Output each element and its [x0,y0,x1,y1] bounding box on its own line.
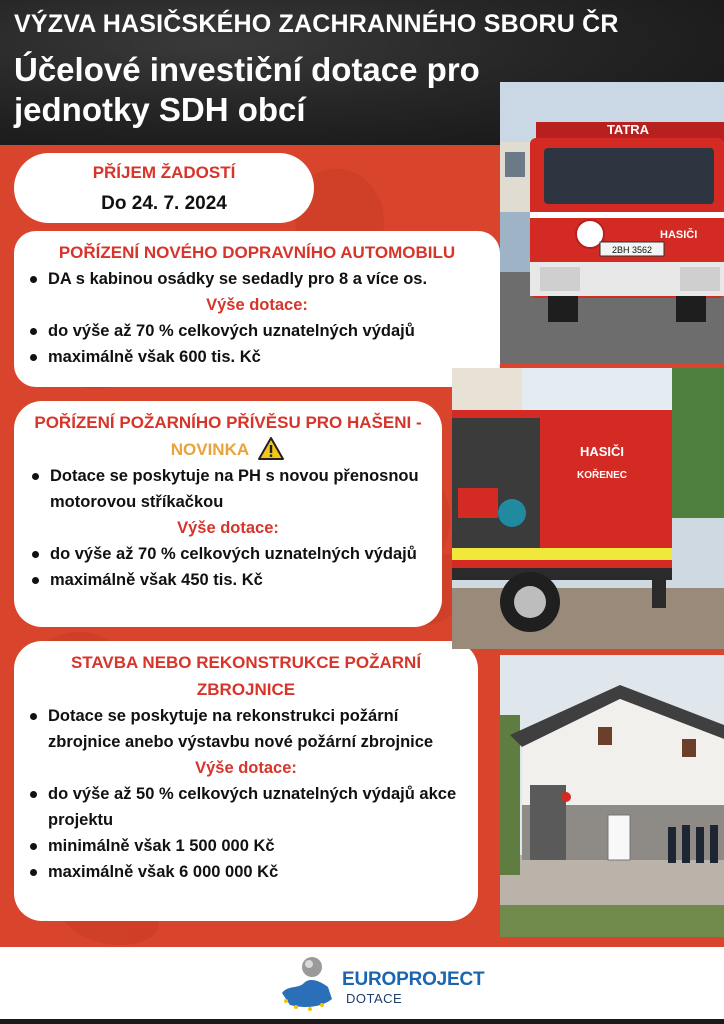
amount-title: Výše dotace: [206,296,308,314]
trailer-label-2: KOŘENEC [576,470,628,481]
section-title: STAVBA NEBO REKONSTRUKCE POŽARNÍ ZBROJNICE [70,653,422,699]
fire-trailer-photo [452,368,724,649]
deadline-card [14,153,314,223]
footer-bottom-bar [0,1019,724,1024]
warning-icon [257,436,285,461]
list-item: do výše až 70 % celkových uznatelných výdajů [26,318,488,344]
new-badge: NOVINKA [170,440,249,459]
deadline-value: Do 24. 7. 2024 [101,193,227,214]
list-item: DA s kabinou osádky se sedadly pro 8 a více os. [26,266,488,292]
amount-list [26,781,466,885]
footer-brand: EUROPROJECT [342,969,485,990]
europroject-logo-icon [276,955,336,1013]
header-title: VÝZVA HASIČSKÉHO ZACHRANNÉHO SBORU ČR [14,10,619,38]
section-title-text: POŘÍZENÍ POŽARNÍHO PŘÍVĚSU PRO HAŠENI - [34,413,422,432]
section-fire-station [14,641,478,921]
footer-sub: DOTACE [346,991,403,1006]
section-title [28,409,428,463]
amount-list [28,541,428,593]
list-item: maximálně však 6 000 000 Kč [26,859,466,885]
truck-plate: 2BH 3562 [611,245,653,255]
intro-list [26,266,488,292]
list-item: do výše až 50 % celkových uznatelných výdajů akce projektu [26,781,466,833]
truck-label: HASIČI [660,229,698,241]
list-item: do výše až 70 % celkových uznatelných výdajů [28,541,428,567]
intro-list [28,463,428,515]
fire-truck-photo [500,82,724,364]
deadline-label: PŘÍJEM ŽADOSTÍ [92,163,236,182]
list-item: Dotace se poskytuje na PH s novou přenosnou motorovou stříkačkou [28,463,428,515]
list-item: maximálně však 600 tis. Kč [26,344,488,370]
amount-list [26,318,488,370]
section-fire-trailer [14,401,442,627]
trailer-label-1: HASIČI [579,444,625,459]
footer [0,947,724,1024]
fire-station-photo [500,655,724,937]
section-new-vehicle [14,231,500,387]
amount-title: Výše dotace: [177,519,279,537]
amount-title: Výše dotace: [195,759,297,777]
intro-list [26,703,466,755]
list-item: Dotace se poskytuje na rekonstrukci požární zbrojnice anebo výstavbu nové požární zbrojnice [26,703,466,755]
header-subtitle: Účelové investiční dotace pro jednotky SDH obcí [14,51,480,128]
truck-brand: TATRA [606,122,650,137]
list-item: minimálně však 1 500 000 Kč [26,833,466,859]
list-item: maximálně však 450 tis. Kč [28,567,428,593]
section-title: POŘÍZENÍ NOVÉHO DOPRAVNÍHO AUTOMOBILU [58,243,456,262]
